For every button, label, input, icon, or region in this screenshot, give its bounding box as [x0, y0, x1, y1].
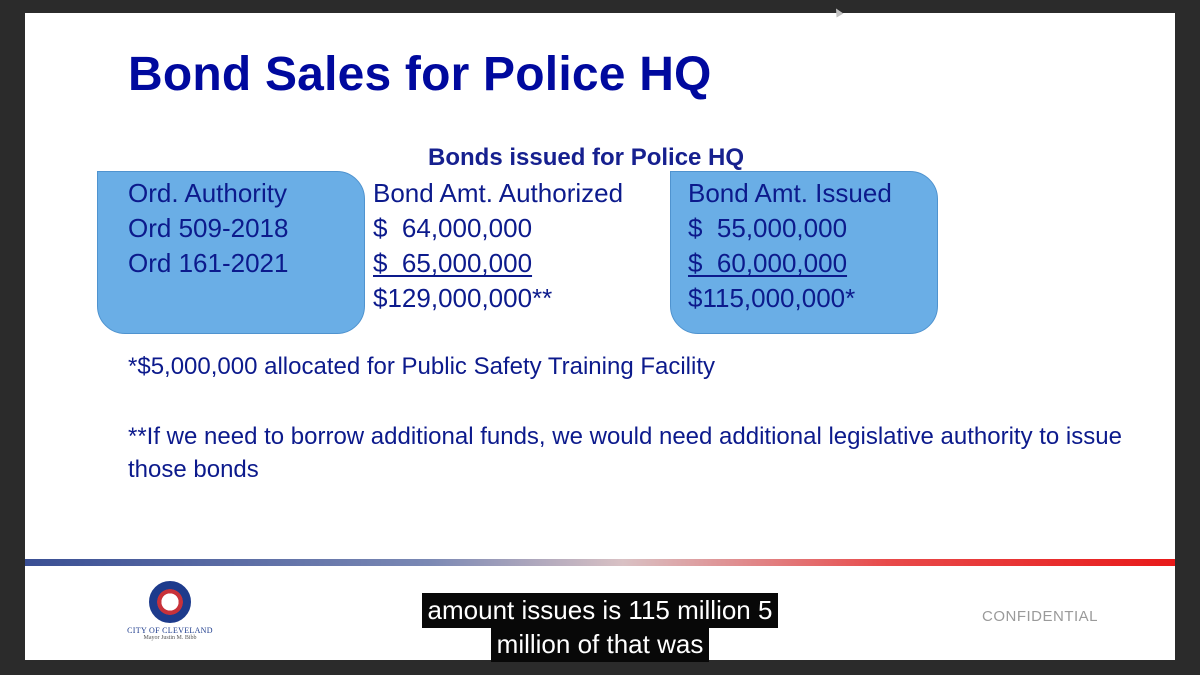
table-cell: $ 55,000,000	[688, 213, 848, 243]
caption-text: million of that was	[491, 627, 710, 662]
bond-authorized-column	[373, 176, 623, 316]
table-cell	[688, 246, 892, 281]
table-cell: Ord 509-2018	[128, 213, 289, 243]
logo-mayor-name: Mayor Justin M. Bibb	[143, 635, 197, 641]
footnote-additional-funds: **If we need to borrow additional funds, we would need additional legislative authority to issue those bonds	[128, 423, 1122, 483]
table-cell: Ord 161-2021	[128, 248, 289, 278]
table-cell	[373, 246, 623, 281]
column-header: Bond Amt. Authorized	[373, 178, 624, 208]
ord-authority-column	[128, 176, 288, 281]
underlined-amount: $ 60,000,000	[688, 248, 848, 278]
bond-issued-column	[688, 176, 892, 316]
caption-line-1	[0, 593, 1200, 628]
table-title: Bonds issued for Police HQ	[428, 144, 745, 171]
underlined-amount: $ 65,000,000	[373, 248, 533, 278]
column-header: Bond Amt. Issued	[688, 178, 892, 208]
footnote-training-facility: *$5,000,000 allocated for Public Safety Training Facility	[128, 353, 716, 380]
logo-city-name: CITY OF CLEVELAND	[127, 626, 213, 635]
presentation-slide	[25, 13, 1175, 660]
column-header: Ord. Authority	[128, 178, 287, 208]
caption-line-2	[0, 627, 1200, 662]
table-total: $129,000,000**	[373, 283, 553, 313]
table-cell: $ 64,000,000	[373, 213, 533, 243]
slide-title: Bond Sales for Police HQ	[128, 48, 712, 101]
divider-stripe	[25, 559, 1175, 566]
confidential-label: CONFIDENTIAL	[982, 608, 1099, 625]
caption-text: amount issues is 115 million 5	[422, 593, 779, 628]
table-total: $115,000,000*	[688, 283, 856, 313]
